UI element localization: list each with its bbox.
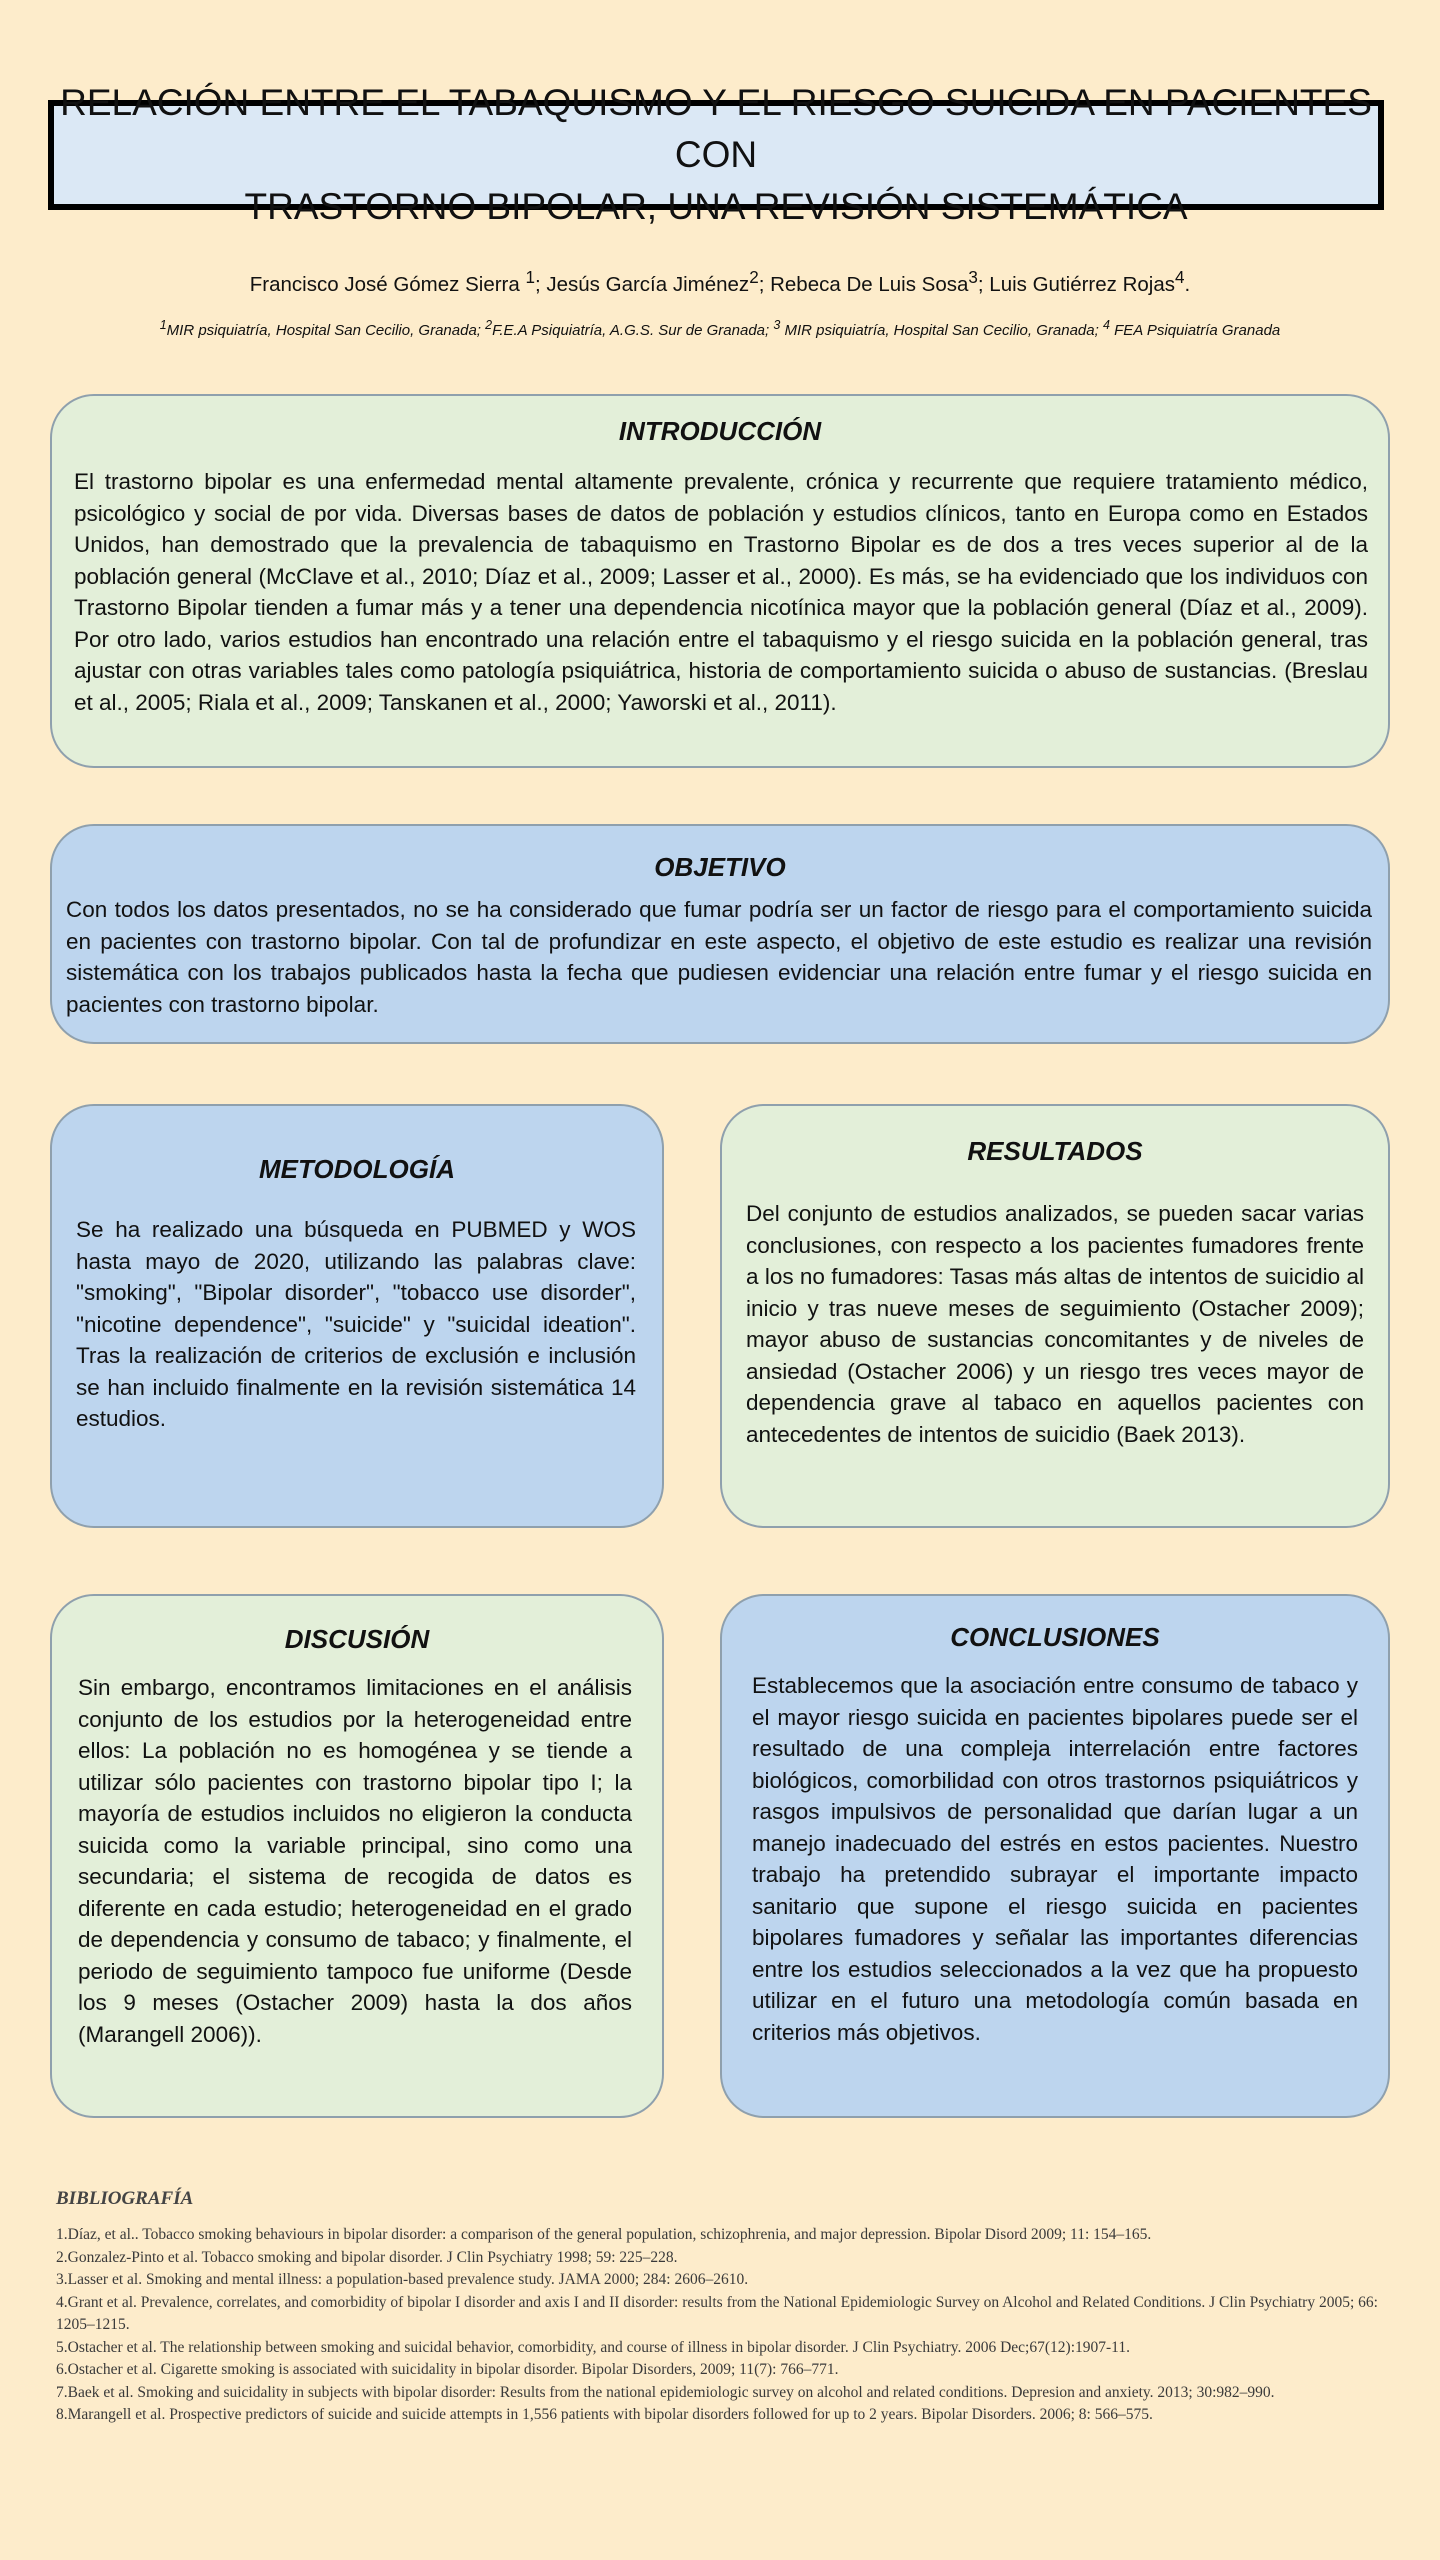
author-name: Francisco José Gómez Sierra — [249, 272, 526, 296]
introduccion-heading: INTRODUCCIÓN — [618, 416, 822, 446]
resultados-section — [720, 1104, 1390, 1528]
objetivo-section — [50, 824, 1390, 1044]
poster-title-box — [48, 82, 1384, 227]
author-name: Luis Gutiérrez Rojas — [989, 272, 1176, 296]
author-separator: ; — [977, 272, 990, 296]
author-sup: 2 — [749, 268, 759, 287]
affiliation-sup: 2 — [485, 318, 493, 332]
bibliography-item: 2.Gonzalez-Pinto et al. Tobacco smoking and bipolar disorder. J Clin Psychiatry 1998; 59: 225–228. — [56, 2248, 678, 2266]
metodologia-text: Se ha realizado una búsqueda en PUBMED y WOS hasta mayo de 2020, utilizando las palabras clave: "smoking", "Bipolar disorder", "tobacco use disorder", "nicotine dependence", "suicide" y "suicidal ideation". Tras la realización de criterios de exclusión e inclusión se han incluido finalmente en la revisión sistemática 14 estudios. — [76, 1217, 636, 1431]
author-name: Rebeca De Luis Sosa — [770, 272, 969, 296]
resultados-heading: RESULTADOS — [967, 1136, 1143, 1166]
bibliography-item: 8.Marangell et al. Prospective predictors of suicide and suicide attempts in 1,556 patients with bipolar disorders followed for up to 2 years. Bipolar Disorders. 2006; 8: 566–575. — [56, 2406, 1153, 2423]
objetivo-heading: OBJETIVO — [654, 852, 786, 882]
affiliation-text: F.E.A Psiquiatría, A.G.S. Sur de Granada; — [492, 322, 774, 339]
resultados-text: Del conjunto de estudios analizados, se pueden sacar varias conclusiones, con respecto a los pacientes fumadores frente a los no fumadores: Tasas más altas de intentos de suicidio al inicio y tras nueve meses de seguimiento (Ostacher 2009); mayor abuso de sustancias concomitantes y de niveles de ansiedad (Ostacher 2006) y un riesgo tres veces mayor de dependencia grave al tabaco en aquellos pacientes con antecedentes de intentos de suicidio (Baek 2013). — [746, 1201, 1364, 1447]
bibliography-list — [56, 2224, 1386, 2427]
affiliation-sup: 1 — [159, 318, 167, 332]
poster-title-line-2: TRASTORNO BIPOLAR, UNA REVISIÓN SISTEMÁTICA — [244, 186, 1188, 227]
bibliography-item: 7.Baek et al. Smoking and suicidality in subjects with bipolar disorder: Results from the national epidemiologic survey on alcohol and related conditions. Depresion and anxiety. 2013; 30:982–990. — [56, 2383, 1275, 2401]
author-sup: 3 — [968, 268, 978, 287]
author-separator: ; — [758, 272, 771, 296]
affiliation-sup: 4 — [1102, 318, 1110, 332]
affiliation-text: MIR psiquiatría, Hospital San Cecilio, Granada; — [780, 322, 1103, 339]
introduccion-section — [50, 394, 1390, 768]
poster-title-line-1: RELACIÓN ENTRE EL TABAQUISMO Y EL RIESGO SUICIDA EN PACIENTES CON — [60, 82, 1372, 175]
bibliography-item: 3.Lasser et al. Smoking and mental illness: a population-based prevalence study. JAMA 2000; 284: 2606–2610. — [56, 2271, 749, 2288]
bibliography-item: 4.Grant et al. Prevalence, correlates, and comorbidity of bipolar I disorder and axis I and II disorder: results from the National Epidemiologic Survey on Alcohol and Related Conditions. J Clin Psychiatry 2005; 66: 1205–1215. — [56, 2293, 1378, 2333]
author-separator: . — [1184, 272, 1191, 296]
discusion-section — [50, 1594, 664, 2118]
metodologia-section — [50, 1104, 664, 1528]
bibliography-item: 6.Ostacher et al. Cigarette smoking is associated with suicidality in bipolar disorder. Bipolar Disorders, 2009; 11(7): 766–771. — [56, 2361, 839, 2378]
discusion-heading: DISCUSIÓN — [284, 1624, 430, 1654]
affiliation-text: FEA Psiquiatría Granada — [1109, 322, 1281, 339]
conclusiones-section — [720, 1594, 1390, 2118]
objetivo-text: Con todos los datos presentados, no se ha considerado que fumar podría ser un factor de riesgo para el comportamiento suicida en pacientes con trastorno bipolar. Con tal de profundizar en este aspecto, el objetivo de este estudio es realizar una revisión sistemática con los trabajos publicados hasta la fecha que pudiesen evidenciar una relación entre fumar y el riesgo suicida en pacientes con trastorno bipolar. — [66, 897, 1372, 1017]
bibliography-heading: BIBLIOGRAFÍA — [56, 2188, 194, 2209]
conclusiones-heading: CONCLUSIONES — [950, 1622, 1160, 1652]
author-name: Jesús García Jiménez — [546, 272, 750, 296]
metodologia-heading: METODOLOGÍA — [259, 1154, 455, 1184]
affiliation-sup: 3 — [773, 318, 781, 332]
bibliography-item: 1.Díaz, et al.. Tobacco smoking behaviours in bipolar disorder: a comparison of the general population, schizophrenia, and major depression. Bipolar Disord 2009; 11: 154–165. — [56, 2226, 1152, 2243]
discusion-text: Sin embargo, encontramos limitaciones en el análisis conjunto de los estudios por la heterogeneidad entre ellos: La población no es homogénea y se tiende a utilizar sólo pacientes con trastorno bipolar tipo I; la mayoría de estudios incluidos no eligieron la conducta suicida como la variable principal, sino como una secundaria; el sistema de recogida de datos es diferente en cada estudio; heterogeneidad en el grado de dependencia y consumo de tabaco; y finalmente, el periodo de seguimiento tampoco fue uniforme (Desde los 9 meses (Ostacher 2009) hasta la dos años (Marangell 2006)). — [78, 1675, 632, 2047]
bibliography-item: 5.Ostacher et al. The relationship between smoking and suicidal behavior, comorbidity, and course of illness in bipolar disorder. J Clin Psychiatry. 2006 Dec;67(12):1907-11. — [56, 2338, 1130, 2356]
author-separator: ; — [534, 272, 547, 296]
introduccion-text: El trastorno bipolar es una enfermedad mental altamente prevalente, crónica y recurrente que requiere tratamiento médico, psicológico y social de por vida. Diversas bases de datos de población y estudios clínicos, tanto en Europa como en Estados Unidos, han demostrado que la prevalencia de tabaquismo en Trastorno Bipolar es de dos a tres veces superior al de la población general (McClave et al., 2010; Díaz et al., 2009; Lasser et al., 2000). Es más, se ha evidenciado que los individuos con Trastorno Bipolar tienden a fumar más y a tener una dependencia nicotínica mayor que la población general (Díaz et al., 2009). Por otro lado, varios estudios han encontrado una relación entre el tabaquismo y el riesgo suicida en la población general, tras ajustar con otras variables tales como patología psiquiátrica, historia de comportamiento suicida o abuso de sustancias. (Breslau et al., 2005; Riala et al., 2009; Tanskanen et al., 2000; Yaworski et al., 2011). — [74, 469, 1368, 715]
author-sup: 4 — [1175, 268, 1185, 287]
affiliation-text: MIR psiquiatría, Hospital San Cecilio, Granada; — [166, 322, 486, 339]
author-sup: 1 — [525, 268, 535, 287]
conclusiones-text: Establecemos que la asociación entre consumo de tabaco y el mayor riesgo suicida en pacientes bipolares puede ser el resultado de una compleja interrelación entre factores biológicos, comorbilidad con otros trastornos psiquiátricos y rasgos impulsivos de personalidad que darían lugar a un manejo inadecuado del estrés en estos pacientes. Nuestro trabajo ha pretendido subrayar el importante impacto sanitario que supone el riesgo suicida en pacientes bipolares fumadores y señalar las importantes diferencias entre los estudios seleccionados a la vez que ha propuesto utilizar en el futuro una metodología común basada en criterios más objetivos. — [752, 1673, 1358, 2045]
affiliations-line — [0, 318, 1440, 339]
authors-line — [0, 268, 1440, 297]
